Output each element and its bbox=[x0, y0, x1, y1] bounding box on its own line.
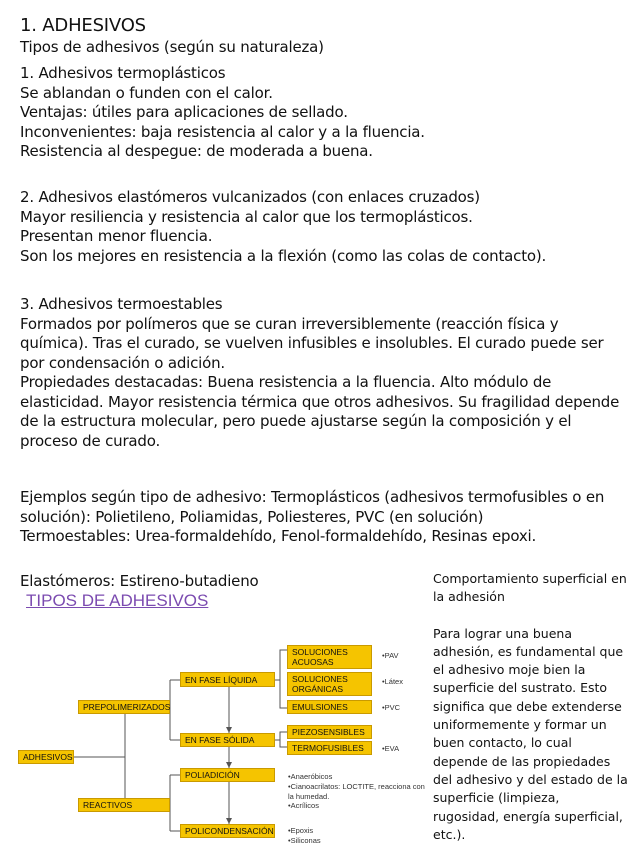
page-title: 1. ADHESIVOS bbox=[20, 15, 146, 36]
subtitle: Tipos de adhesivos (según su naturaleza) bbox=[20, 38, 324, 56]
examples-line: Ejemplos según tipo de adhesivo: Termoplásticos (adhesivos termofusibles o en solución): Polietileno, Poliamidas, Poliesteres, PVC (en solución) bbox=[20, 488, 605, 526]
box-emulsiones: EMULSIONES bbox=[287, 700, 372, 714]
section-line: Presentan menor fluencia. bbox=[20, 227, 213, 245]
section-line: Inconvenientes: baja resistencia al calor y a la fluencia. bbox=[20, 122, 425, 141]
note-epoxis: •Epoxis bbox=[288, 826, 314, 835]
box-poliadicion: POLIADICIÓN bbox=[180, 768, 275, 782]
box-fase-solida: EN FASE SÓLIDA bbox=[180, 733, 275, 747]
box-fase-liquida: EN FASE LÍQUIDA bbox=[180, 672, 275, 687]
box-soluciones-organicas: SOLUCIONES ORGÁNICAS bbox=[287, 672, 372, 696]
note-pvc: •PVC bbox=[382, 703, 401, 712]
examples bbox=[20, 488, 620, 547]
section-heading: 3. Adhesivos termoestables bbox=[20, 295, 223, 313]
tipos-adhesivos-link[interactable]: TIPOS DE ADHESIVOS bbox=[26, 591, 209, 610]
examples-line: Termoestables: Urea-formaldehído, Fenol-formaldehído, Resinas epoxi. bbox=[20, 527, 537, 545]
section-termoplasticos bbox=[20, 64, 620, 162]
side-note bbox=[433, 570, 629, 844]
section-heading: 2. Adhesivos elastómeros vulcanizados (con enlaces cruzados) bbox=[20, 188, 480, 206]
examples-elastomeros: Elastómeros: Estireno-butadieno bbox=[20, 572, 259, 590]
section-paragraph: Formados por polímeros que se curan irreversiblemente (reacción física y química). Tras el curado, se vuelven infusibles e insolubles. El curado puede ser por condensación o adición. bbox=[20, 314, 604, 372]
section-termoestables bbox=[20, 295, 620, 451]
section-line: Ventajas: útiles para aplicaciones de sellado. bbox=[20, 103, 348, 121]
side-heading: Comportamiento superficial en la adhesión bbox=[433, 571, 627, 605]
note-anaerobicos: •Anaeróbicos bbox=[288, 772, 333, 781]
box-adhesivos: ADHESIVOS bbox=[18, 750, 74, 764]
adhesive-types-diagram bbox=[0, 615, 430, 848]
section-line: Resistencia al despegue: de moderada a buena. bbox=[20, 142, 373, 160]
box-policondensacion: POLICONDENSACIÓN bbox=[180, 824, 275, 838]
note-cianoacrilatos: •Cianoacrilatos: LOCTITE, reacciona con la humedad. bbox=[288, 782, 425, 801]
box-reactivos: REACTIVOS bbox=[78, 798, 170, 812]
note-latex: •Látex bbox=[382, 677, 403, 686]
section-line: Se ablandan o funden con el calor. bbox=[20, 83, 273, 102]
note-acrilicos: •Acrílicos bbox=[288, 801, 319, 810]
note-siliconas: •Siliconas bbox=[288, 836, 321, 845]
box-termofusibles: TERMOFUSIBLES bbox=[287, 741, 372, 755]
notes-header bbox=[20, 14, 620, 58]
box-piezosensibles: PIEZOSENSIBLES bbox=[287, 725, 372, 739]
box-prepolimerizados: PREPOLIMERIZADOS bbox=[78, 700, 170, 714]
note-pav: •PAV bbox=[382, 651, 399, 660]
section-line: Mayor resiliencia y resistencia al calor que los termoplásticos. bbox=[20, 207, 473, 226]
section-paragraph: Propiedades destacadas: Buena resistencia a la fluencia. Alto módulo de elasticidad. Mayor resistencia térmica que otros adhesivos. Su fragilidad depende de la estructura molecular, pero puede ajustarse según la composición y el proceso de curado. bbox=[20, 373, 620, 450]
note-eva: •EVA bbox=[382, 744, 400, 753]
box-soluciones-acuosas: SOLUCIONES ACUOSAS bbox=[287, 645, 372, 669]
side-text: Para lograr una buena adhesión, es fundamental que el adhesivo moje bien la superficie del sustrato. Esto significa que debe extenderse uniformemente y formar un buen contacto, lo cual depende de las propiedades del adhesivo y del estado de la superficie (limpieza, rugosidad, energía superficial, etc.). bbox=[433, 625, 628, 842]
section-line: Son los mejores en resistencia a la flexión (como las colas de contacto). bbox=[20, 246, 547, 265]
section-heading: 1. Adhesivos termoplásticos bbox=[20, 64, 226, 82]
section-elastomeros bbox=[20, 188, 620, 266]
